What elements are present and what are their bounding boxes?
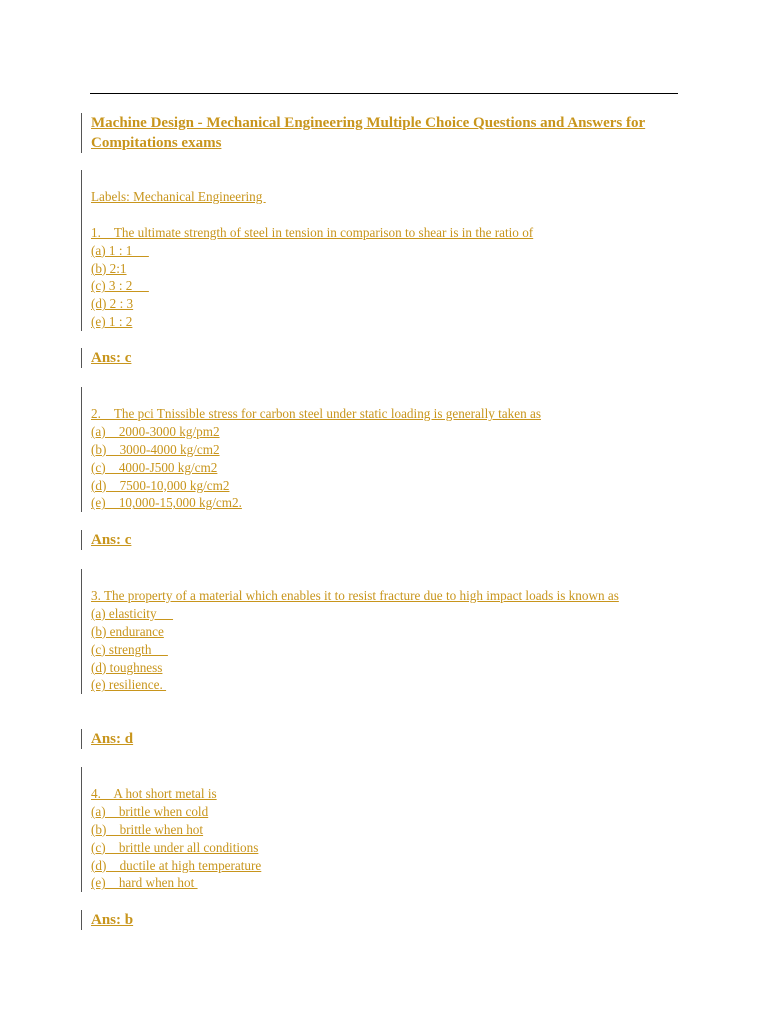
question-block-1 [81, 170, 671, 331]
option-b[interactable]: (b) brittle when hot [91, 821, 204, 837]
answer-3 [81, 729, 133, 749]
question-text[interactable]: 3. The property of a material which enables it to resist fracture due to high impact loads is known as [91, 587, 619, 603]
document-title-text[interactable]: Machine Design - Mechanical Engineering Multiple Choice Questions and Answers for Compitations exams [91, 115, 646, 151]
question-block-4 [81, 767, 671, 892]
answer-text[interactable]: Ans: c [91, 532, 132, 548]
answer-2 [81, 530, 131, 550]
option-e[interactable]: (e) resilience. [91, 677, 167, 693]
top-horizontal-rule [90, 93, 678, 94]
question-text[interactable]: 1. The ultimate strength of steel in tension in comparison to shear is in the ratio of [91, 224, 534, 240]
option-b[interactable]: (b) 3000-4000 kg/cm2 [91, 441, 220, 457]
option-e[interactable]: (e) 10,000-15,000 kg/cm2. [91, 495, 242, 511]
labels-link[interactable]: Labels: Mechanical Engineering [91, 188, 266, 204]
option-e[interactable]: (e) 1 : 2 [91, 314, 133, 330]
answer-text[interactable]: Ans: d [91, 731, 134, 747]
question-text[interactable]: 4. A hot short metal is [91, 785, 217, 801]
option-c[interactable]: (c) 4000-J500 kg/cm2 [91, 459, 218, 475]
option-d[interactable]: (d) 7500-10,000 kg/cm2 [91, 477, 230, 493]
answer-4 [81, 910, 133, 930]
option-a[interactable]: (a) brittle when cold [91, 803, 209, 819]
option-d[interactable]: (d) 2 : 3 [91, 296, 134, 312]
question-block-2 [81, 387, 671, 512]
option-c[interactable]: (c) brittle under all conditions [91, 839, 259, 855]
answer-text[interactable]: Ans: c [91, 350, 132, 366]
question-text[interactable]: 2. The pci Tnissible stress for carbon steel under static loading is generally taken as [91, 405, 541, 421]
answer-1 [81, 348, 131, 368]
answer-text[interactable]: Ans: b [91, 912, 134, 928]
option-d[interactable]: (d) ductile at high temperature [91, 857, 262, 873]
option-a[interactable]: (a) 2000-3000 kg/pm2 [91, 423, 220, 439]
option-c[interactable]: (c) 3 : 2 [91, 278, 149, 294]
option-b[interactable]: (b) 2:1 [91, 260, 127, 276]
option-e[interactable]: (e) hard when hot [91, 875, 198, 891]
document-title [81, 113, 651, 153]
option-a[interactable]: (a) 1 : 1 [91, 242, 149, 258]
option-d[interactable]: (d) toughness [91, 659, 163, 675]
option-a[interactable]: (a) elasticity [91, 605, 174, 621]
option-c[interactable]: (c) strength [91, 641, 168, 657]
option-b[interactable]: (b) endurance [91, 623, 164, 639]
question-block-3 [81, 569, 671, 694]
